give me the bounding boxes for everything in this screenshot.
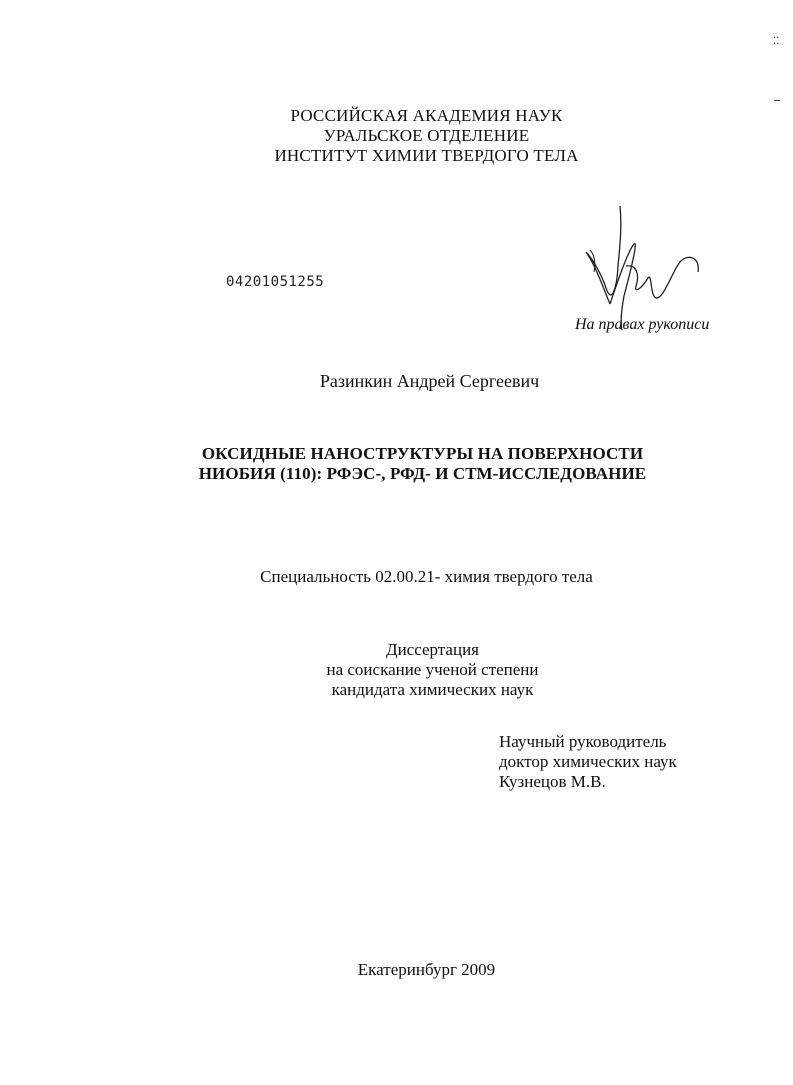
city-year: Екатеринбург 2009 bbox=[357, 960, 496, 979]
supervisor-line-2: доктор химических наук bbox=[499, 752, 677, 771]
degree-block bbox=[36, 640, 793, 700]
degree-line-3: кандидата химических наук bbox=[331, 680, 534, 699]
specialty-block bbox=[30, 567, 793, 587]
author-name: Разинкин Андрей Сергеевич bbox=[319, 371, 540, 391]
city-year-block bbox=[30, 960, 793, 980]
manuscript-note: На правах рукописи bbox=[575, 316, 710, 333]
title-line-1: ОКСИДНЫЕ НАНОСТРУКТУРЫ НА ПОВЕРХНОСТИ bbox=[201, 444, 644, 463]
degree-line-1: Диссертация bbox=[385, 640, 479, 659]
supervisor-block bbox=[499, 732, 677, 792]
scan-tick bbox=[774, 100, 780, 101]
institution-line-1: РОССИЙСКАЯ АКАДЕМИЯ НАУК bbox=[290, 106, 563, 125]
specialty-text: Специальность 02.00.21- химия твердого тела bbox=[260, 567, 593, 586]
institution-line-2: УРАЛЬСКОЕ ОТДЕЛЕНИЕ bbox=[323, 126, 530, 145]
institution-line-3: ИНСТИТУТ ХИМИИ ТВЕРДОГО ТЕЛА bbox=[274, 146, 579, 165]
supervisor-line-1: Научный руководитель bbox=[499, 732, 667, 751]
institution-header bbox=[30, 106, 793, 166]
degree-line-2: на соискание ученой степени bbox=[326, 660, 539, 679]
title-line-2: НИОБИЯ (110): РФЭС-, РФД- И СТМ-ИССЛЕДОВАНИЕ bbox=[198, 464, 647, 483]
supervisor-line-3: Кузнецов М.В. bbox=[499, 772, 606, 791]
author-name-block bbox=[33, 371, 793, 391]
scan-mark: ⁚⁚ bbox=[773, 36, 780, 47]
dissertation-title bbox=[26, 444, 793, 484]
inventory-number: 04201051255 bbox=[226, 274, 325, 290]
